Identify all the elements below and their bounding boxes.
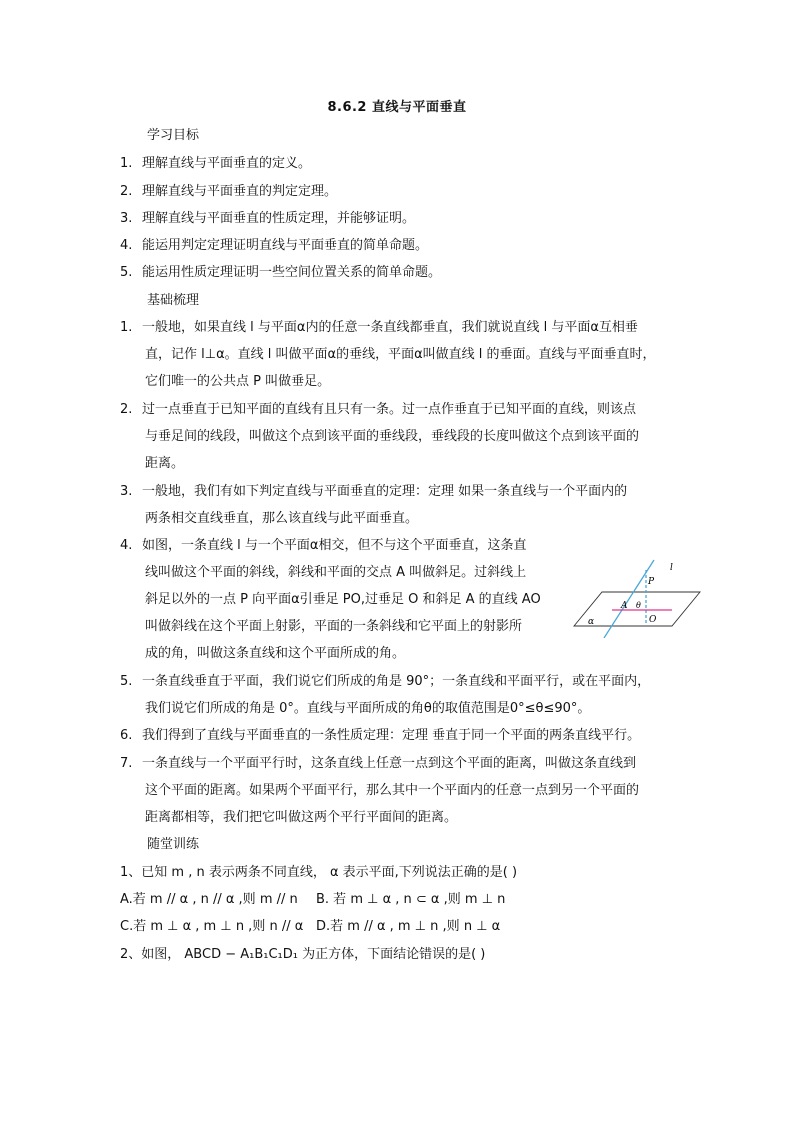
- label-p: P: [648, 577, 655, 587]
- basics-item-1-line: 它们唯一的公共点 P 叫做垂足。: [145, 374, 331, 389]
- objective-item: 4. 能运用判定定理证明直线与平面垂直的简单命题。: [120, 238, 429, 253]
- basics-item-4-line: 线叫做这个平面的斜线，斜线和平面的交点 A 叫做斜足。过斜线上: [145, 565, 527, 580]
- practice-heading: 随堂训练: [147, 837, 200, 852]
- question-1-option-c: C.若 m ⊥ α , m ⊥ n ,则 n // α: [120, 919, 304, 934]
- page-title: 8.6.2 直线与平面垂直: [327, 100, 467, 115]
- question-1-option-b: B. 若 m ⊥ α , n ⊂ α ,则 m ⊥ n: [316, 892, 506, 907]
- basics-item-5: 5. 一条直线垂直于平面，我们说它们所成的角是 90°；一条直线和平面平行，或在平面内，: [120, 674, 651, 689]
- basics-item-4-line: 斜足以外的一点 P 向平面α引垂足 PO,过垂足 O 和斜足 A 的直线 AO: [145, 592, 541, 607]
- basics-item-3-line: 两条相交直线垂直，那么该直线与此平面垂直。: [145, 511, 419, 526]
- question-1-stem: 1、已知 m , n 表示两条不同直线， α 表示平面,下列说法正确的是( ): [120, 865, 518, 880]
- basics-item-7-line: 这个平面的距离。如果两个平面平行，那么其中一个平面内的任意一点到另一个平面的: [145, 783, 640, 798]
- basics-item-1-line: 直，记作 l⊥α。直线 l 叫做平面α的垂线，平面α叫做直线 l 的垂面。直线与平面垂直时，: [145, 347, 656, 362]
- oblique-line-figure: [572, 558, 702, 638]
- basics-item-4-line: 成的角，叫做这条直线和这个平面所成的角。: [145, 646, 406, 661]
- question-2-stem: 2、如图， ABCD − A₁B₁C₁D₁ 为正方体，下面结论错误的是( ): [120, 947, 486, 962]
- objective-item: 1. 理解直线与平面垂直的定义。: [120, 156, 312, 171]
- label-alpha: α: [588, 617, 595, 627]
- basics-item-5-line: 我们说它们所成的角是 0°。直线与平面所成的角θ的取值范围是0°≤θ≤90°。: [145, 701, 591, 716]
- question-1-option-d: D.若 m // α , m ⊥ n ,则 n ⊥ α: [316, 919, 501, 934]
- basics-item-1: 1. 一般地，如果直线 l 与平面α内的任意一条直线都垂直，我们就说直线 l 与平面α互相垂: [120, 320, 638, 335]
- basics-item-2-line: 距离。: [145, 456, 185, 471]
- objective-item: 3. 理解直线与平面垂直的性质定理，并能够证明。: [120, 211, 416, 226]
- basics-heading: 基础梳理: [147, 293, 200, 308]
- basics-item-4: 4. 如图，一条直线 l 与一个平面α相交，但不与这个平面垂直，这条直: [120, 538, 527, 553]
- label-o: O: [649, 615, 657, 625]
- label-a: A: [621, 601, 628, 611]
- basics-item-2-line: 与垂足间的线段，叫做这个点到该平面的垂线段，垂线段的长度叫做这个点到该平面的: [145, 429, 640, 444]
- objective-item: 2. 理解直线与平面垂直的判定定理。: [120, 184, 338, 199]
- label-l: l: [670, 563, 673, 573]
- basics-item-7: 7. 一条直线与一个平面平行时，这条直线上任意一点到这个平面的距离，叫做这条直线到: [120, 756, 637, 771]
- basics-item-6: 6. 我们得到了直线与平面垂直的一条性质定理：定理 垂直于同一个平面的两条直线平行。: [120, 728, 641, 743]
- question-1-option-a: A.若 m // α , n // α ,则 m // n: [120, 892, 298, 907]
- label-theta: θ: [636, 601, 641, 610]
- basics-item-3: 3. 一般地，我们有如下判定直线与平面垂直的定理：定理 如果一条直线与一个平面内的: [120, 484, 628, 499]
- objective-item: 5. 能运用性质定理证明一些空间位置关系的简单命题。: [120, 265, 442, 280]
- basics-item-2: 2. 过一点垂直于已知平面的直线有且只有一条。过一点作垂直于已知平面的直线，则该点: [120, 402, 637, 417]
- basics-item-4-line: 叫做斜线在这个平面上射影，平面的一条斜线和它平面上的射影所: [145, 619, 523, 634]
- basics-item-7-line: 距离都相等，我们把它叫做这两个平行平面间的距离。: [145, 810, 458, 825]
- objectives-heading: 学习目标: [147, 128, 200, 143]
